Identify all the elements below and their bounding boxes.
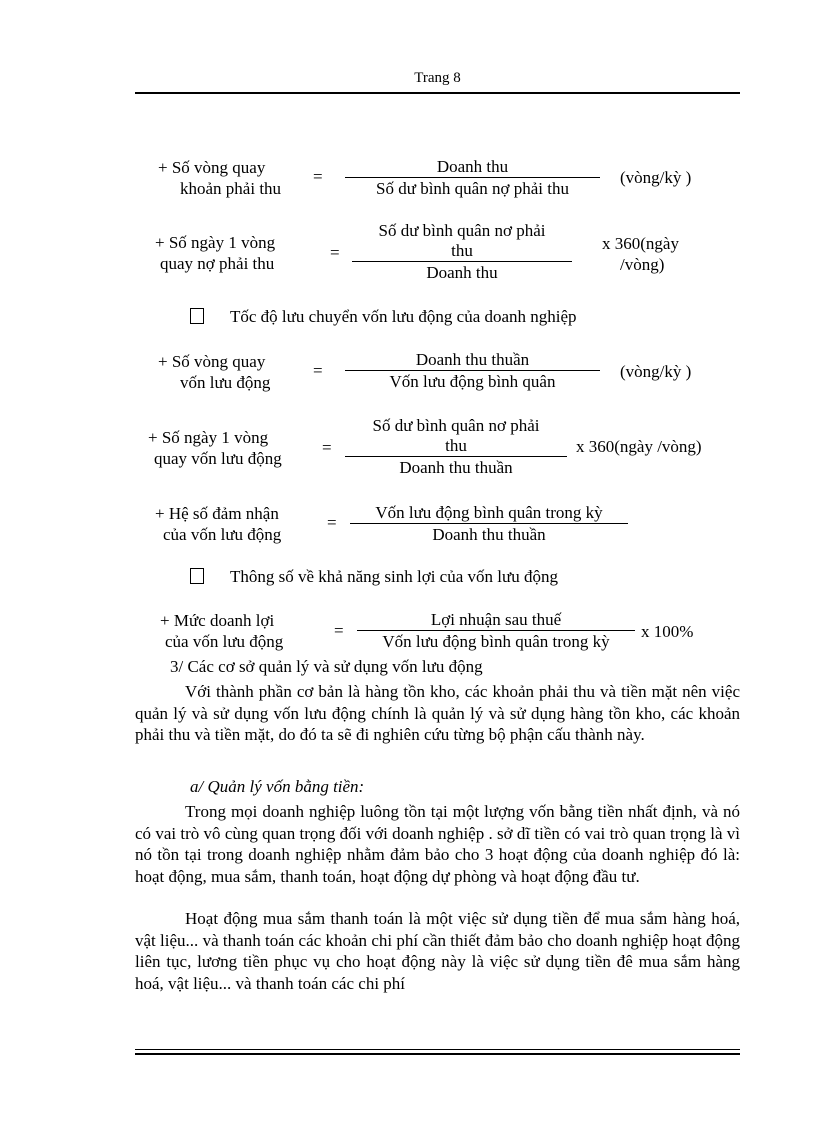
- fraction: [345, 350, 600, 392]
- formula-label-line1: + Số ngày 1 vòng: [148, 428, 269, 447]
- formula-label-line1: + Mức doanh lợi: [160, 611, 275, 630]
- paragraph: Hoạt động mua sắm thanh toán là một việc sử dụng tiền để mua sắm hàng hoá, vật liệu... và thanh toán các khoản chi phí cần thiết đảm bảo cho doanh nghiệp hoạt động liên tục, lương tiền phục vụ cho hoạt động này là việc sử dụng tiền đê mua sắm hàng hoá, vật liệu... và thanh toán các chi phí: [135, 909, 740, 993]
- section-text: Thông số về khả năng sinh lợi của vốn lưu động: [230, 567, 558, 586]
- numerator: Lợi nhuận sau thuế: [357, 610, 635, 631]
- denominator: Doanh thu: [426, 263, 498, 282]
- formula-label: [158, 157, 281, 199]
- bullet-box-icon: [190, 568, 204, 584]
- numerator: [345, 416, 567, 457]
- numerator-line2: thu: [445, 436, 467, 455]
- formula-label: [155, 503, 281, 545]
- formula-label: [158, 351, 270, 393]
- formula-label-line2: vốn lưu động: [180, 373, 271, 392]
- equals-sign: =: [334, 621, 344, 640]
- section-text: Tốc độ lưu chuyển vốn lưu động của doanh nghiệp: [230, 307, 577, 326]
- numerator: Doanh thu thuần: [345, 350, 600, 371]
- denominator: Vốn lưu động bình quân: [389, 372, 556, 391]
- subheading: a/ Quản lý vốn bằng tiền:: [190, 777, 365, 796]
- fraction: [345, 416, 567, 478]
- numerator: Doanh thu: [345, 157, 600, 178]
- unit: x 360(ngày /vòng): [576, 437, 702, 456]
- paragraph: Với thành phần cơ bản là hàng tồn kho, các khoản phải thu và tiền mặt nên việc quản lý và sử dụng vốn lưu động chính là quản lý và sử dụng hàng tồn kho, các khoản phải thu và tiền mặt, do đó ta sẽ đi nghiên cứu từng bộ phận cấu thành này.: [135, 682, 740, 744]
- formula-label-line2: của vốn lưu động: [165, 632, 284, 651]
- equals-sign: =: [322, 438, 332, 457]
- formula-label-line2: khoản phải thu: [180, 179, 282, 198]
- section-heading: [190, 307, 577, 327]
- denominator: Vốn lưu động bình quân trong kỳ: [382, 632, 610, 651]
- fraction: [352, 221, 572, 283]
- footer-rule: [135, 1053, 740, 1055]
- bullet-box-icon: [190, 308, 204, 324]
- formula-label-line2: quay nợ phải thu: [160, 254, 275, 273]
- denominator: Số dư bình quân nợ phải thu: [376, 179, 569, 198]
- unit: (vòng/kỳ ): [620, 168, 692, 187]
- numerator-line1: Số dư bình quân nơ phải: [378, 221, 546, 240]
- footer-rule: [135, 1049, 740, 1050]
- header-rule: [135, 92, 740, 94]
- unit: x 100%: [641, 622, 694, 641]
- fraction: [350, 503, 628, 545]
- unit: (vòng/kỳ ): [620, 362, 692, 381]
- numerator: Vốn lưu động bình quân trong kỳ: [350, 503, 628, 524]
- equals-sign: =: [313, 361, 323, 380]
- section-heading-3: 3/ Các cơ sở quản lý và sử dụng vốn lưu động: [170, 657, 483, 676]
- formula-label-line2: của vốn lưu động: [163, 525, 282, 544]
- denominator: Doanh thu thuần: [432, 525, 546, 544]
- numerator-line2: thu: [451, 241, 473, 260]
- fraction: [345, 157, 600, 199]
- equals-sign: =: [313, 167, 323, 186]
- fraction: [357, 610, 635, 652]
- page-header: Trang 8: [414, 70, 461, 86]
- section-heading: [190, 567, 558, 587]
- formula-label: [160, 610, 283, 652]
- paragraph: Trong mọi doanh nghiệp luông tồn tại một lượng vốn bằng tiền nhất định, và nó có vai trò vô cùng quan trọng đối với doanh nghiệp . sở dĩ tiền có vai trò quan trọng là vì nó tồn tại trong doanh nghiệp nhằm đảm bảo cho 3 hoạt động của doanh nghiệp đó là: hoạt động, mua sắm, thanh toán, hoạt động dự phòng và hoạt động đầu tư.: [135, 802, 740, 886]
- numerator: [352, 221, 572, 262]
- equals-sign: =: [327, 513, 337, 532]
- denominator: Doanh thu thuần: [399, 458, 513, 477]
- formula-label: [148, 427, 282, 469]
- unit-line1: x 360(ngày: [602, 234, 679, 253]
- formula-label-line1: + Số vòng quay: [158, 352, 266, 371]
- formula-label-line2: quay vốn lưu động: [154, 449, 282, 468]
- unit: [602, 233, 679, 275]
- numerator-line1: Số dư bình quân nơ phải: [372, 416, 540, 435]
- formula-label-line1: + Số ngày 1 vòng: [155, 233, 276, 252]
- equals-sign: =: [330, 243, 340, 262]
- formula-label-line1: + Hệ số đảm nhận: [155, 504, 279, 523]
- unit-line2: /vòng): [620, 255, 665, 274]
- formula-label: [155, 232, 275, 274]
- formula-label-line1: + Số vòng quay: [158, 158, 266, 177]
